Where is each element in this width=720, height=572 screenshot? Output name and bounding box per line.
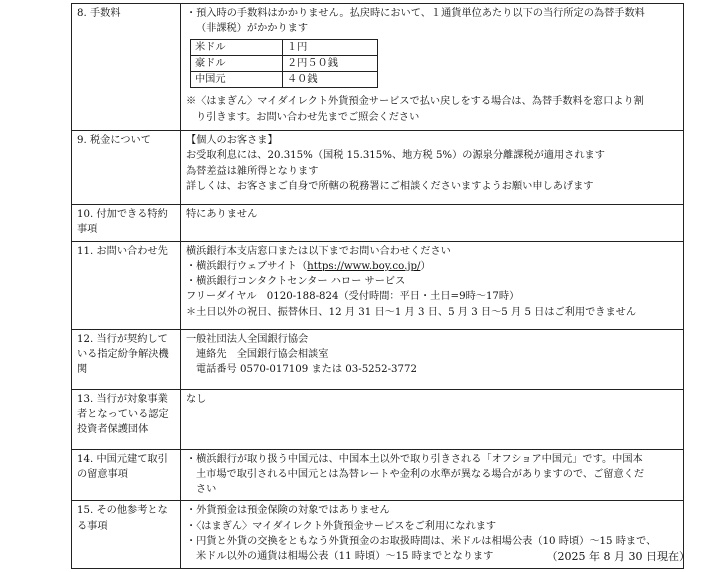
row-label: 8. 手数料	[72, 4, 181, 131]
fee-text-cont: （非課税）がかかります	[196, 23, 309, 35]
currency-cell: 中国元	[191, 72, 283, 88]
fee-cell: ４０銭	[283, 72, 378, 88]
contact-note: ＊土日以外の祝日、振替休日、12 月 31 日〜1 月 3 日、5 月 3 日〜5 月 5 日はご利用できません	[186, 306, 637, 318]
row-content: なし	[181, 389, 684, 449]
contact-freedial: フリーダイヤル 0120-188-824（受付時間：平日・土日=9時〜17時）	[186, 291, 520, 303]
row-label: 10. 付加できる特約事項	[72, 205, 181, 242]
row-label: 14. 中国元建て取引の留意事項	[72, 449, 181, 501]
other-text: ・円貨と外貨の交換をともなう外貨預金のお取扱時間は、米ドルは相場公表（10 時頃）〜15 時まで、	[186, 536, 657, 548]
fee-cell: １円	[283, 39, 378, 55]
row-label: 9. 税金について	[72, 131, 181, 205]
row-contact	[72, 241, 684, 329]
tax-text: 詳しくは、お客さまご自身で所轄の税務署にご相談くださいますようお願い申しあげます	[186, 180, 594, 192]
fee-row	[191, 72, 378, 88]
fee-text: ・預入時の手数料はかかりません。払戻時において、１通貨単位あたり以下の当行所定の為替手数料	[186, 8, 645, 19]
adr-contact: 連絡先 全国銀行協会相談室	[196, 348, 329, 360]
other-text: ・〈はまぎん〉マイダイレクト外貨預金サービスをご利用になれます	[186, 520, 497, 532]
row-content	[181, 131, 684, 205]
row-cny-notes	[72, 449, 684, 501]
fee-table	[190, 39, 378, 89]
tax-heading: 【個人のお客さま】	[186, 135, 278, 146]
row-label: 13. 当行が対象事業者となっている認定投資者保護団体	[72, 389, 181, 449]
other-text: 米ドル以外の通貨は相場公表（11 時頃）〜15 時までとなります	[196, 551, 494, 563]
terms-table	[71, 3, 684, 569]
contact-website	[186, 259, 679, 274]
row-content	[181, 241, 684, 329]
row-label: 12. 当行が契約している指定紛争解決機関	[72, 329, 181, 389]
row-content	[181, 329, 684, 389]
contact-text: 横浜銀行本支店窓口または以下までお問い合わせください	[186, 245, 451, 257]
fee-row	[191, 55, 378, 71]
tax-text: お受取利息には、20.315%（国税 15.315%、地方税 5%）の源泉分離課税が適用されます	[186, 150, 605, 162]
as-of-date: （2025 年 8 月 30 日現在）	[546, 550, 690, 563]
row-label: 15. その他参考となる事項	[72, 501, 181, 568]
cny-text: 土市場で取引される中国元とは為替レートや金利の水準が異なる場合がありますので、ご留意くだ	[196, 468, 645, 480]
fee-cell: ２円５０銭	[283, 55, 378, 71]
row-fee	[72, 4, 684, 131]
website-suffix: ）	[420, 260, 431, 272]
currency-cell: 豪ドル	[191, 55, 283, 71]
row-special-clauses	[72, 205, 684, 242]
contact-center: ・横浜銀行コンタクトセンター ハロー サービス	[186, 276, 406, 288]
fee-note-cont: り引きます。お問い合わせ先までご照会ください	[196, 111, 420, 123]
cny-text: ・横浜銀行が取り扱う中国元は、中国本土以外で取り引きされる「オフショア中国元」です。中国本	[186, 453, 643, 465]
website-link[interactable]: https://www.boy.co.jp/	[307, 260, 421, 272]
row-content	[181, 4, 684, 131]
row-dispute-resolution	[72, 329, 684, 389]
row-investor-protection	[72, 389, 684, 449]
row-label: 11. お問い合わせ先	[72, 241, 181, 329]
currency-cell: 米ドル	[191, 39, 283, 55]
row-tax	[72, 131, 684, 205]
row-content	[181, 449, 684, 501]
product-description-document	[71, 3, 684, 569]
cny-text: さい	[196, 484, 217, 496]
row-content: 特にありません	[181, 205, 684, 242]
tax-text: 為替差益は雑所得となります	[186, 165, 319, 177]
fee-note: ※〈はまぎん〉マイダイレクト外貨預金サービスで払い戻しをする場合は、為替手数料を窓口より割	[186, 96, 644, 108]
other-text: ・外貨預金は預金保険の対象ではありません	[186, 505, 390, 517]
adr-phone: 電話番号 0570-017109 または 03-5252-3772	[196, 364, 417, 376]
adr-org: 一般社団法人全国銀行協会	[186, 333, 309, 345]
website-prefix: ・横浜銀行ウェブサイト（	[186, 260, 308, 272]
fee-row	[191, 39, 378, 55]
